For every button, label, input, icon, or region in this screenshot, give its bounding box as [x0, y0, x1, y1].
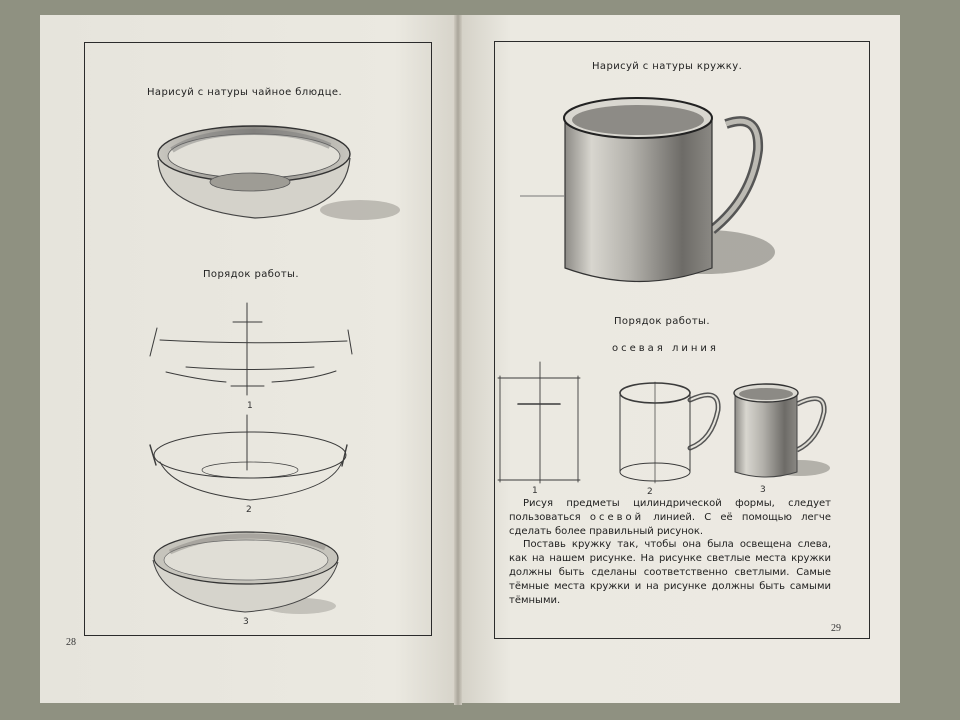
- right-order-heading: Порядок работы.: [614, 316, 710, 327]
- right-page-number: 29: [831, 623, 841, 634]
- mug-step-3-label: 3: [760, 485, 766, 495]
- left-page-frame: [84, 42, 432, 636]
- instructions-paragraph-1: Рисуя предметы цилиндрической формы, следует пользоваться осевой линией. С её помощью легче сделать более правильный рисунок.: [509, 498, 831, 537]
- axis-line-label: осевая линия: [612, 343, 719, 354]
- mug-step-1-label: 1: [532, 486, 538, 496]
- saucer-step-3-label: 3: [243, 617, 249, 627]
- saucer-step-1-label: 1: [247, 401, 253, 411]
- instructions-paragraph-2: Поставь кружку так, чтобы она была освещена слева, как на нашем рисунке. На рисунке светлые места кружки должны быть сделаны соответственно светлыми. Самые тёмные места кружки и на рисунке должны быть самыми тёмными.: [509, 539, 831, 606]
- mug-step-2-label: 2: [647, 487, 653, 497]
- book-gutter: [454, 15, 462, 705]
- saucer-step-2-label: 2: [246, 505, 252, 515]
- mug-task-title: Нарисуй с натуры кружку.: [592, 61, 743, 72]
- left-order-heading: Порядок работы.: [203, 269, 299, 280]
- left-page-number: 28: [66, 637, 76, 648]
- saucer-task-title: Нарисуй с натуры чайное блюдце.: [147, 87, 343, 98]
- instructions-text: [509, 497, 831, 607]
